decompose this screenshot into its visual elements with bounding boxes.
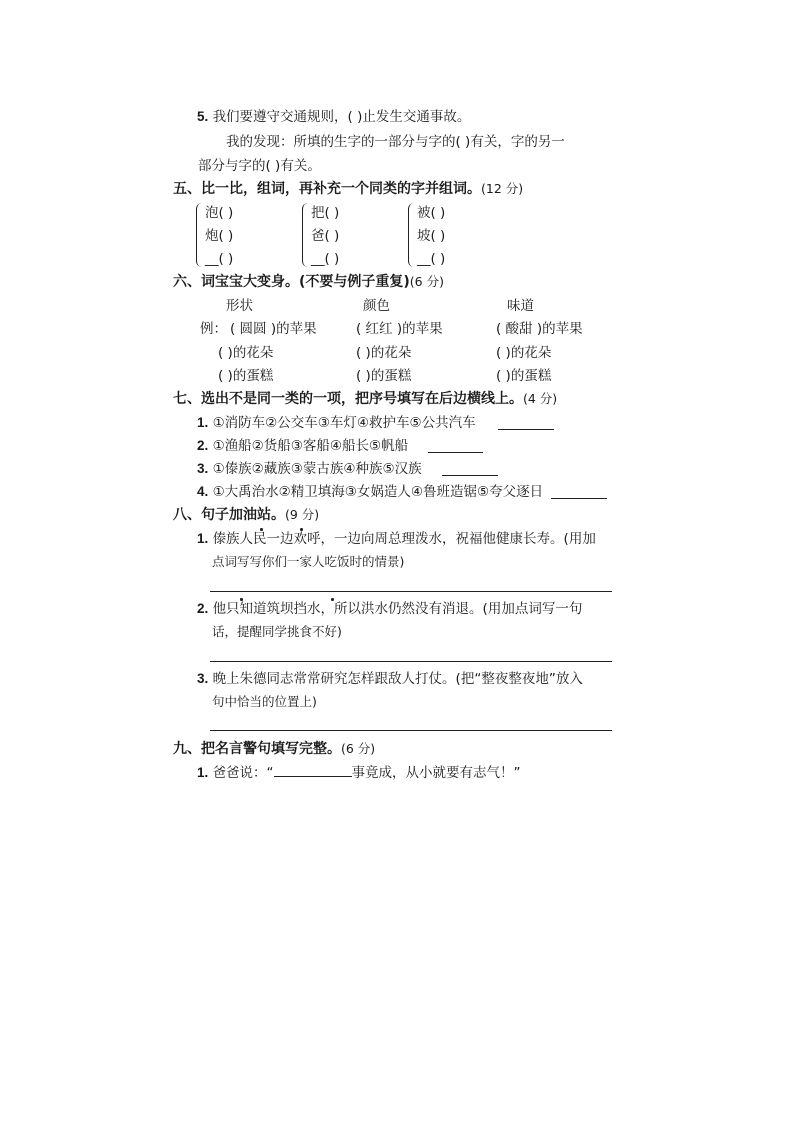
question-8-2-line-1 (197, 600, 582, 618)
section-8-heading (173, 506, 319, 524)
column-header-shape: 形状 (226, 298, 253, 314)
section-6-heading (173, 273, 444, 291)
question-8-1-line-2: 点词写写你们一家人吃饭时的情景) (212, 554, 405, 569)
column-header-color: 颜色 (363, 298, 390, 314)
word-group-3-b: 坡( ) (417, 228, 446, 244)
question-number: 5. (197, 109, 209, 124)
word-group-1-c: __( ) (205, 251, 234, 267)
section-9-heading (173, 740, 375, 758)
example-label: 例： (200, 321, 227, 337)
column-header-taste: 味道 (507, 298, 534, 314)
question-number: 1. (197, 765, 209, 780)
question-8-2-line-2: 话，提醒同学挑食不好) (212, 624, 342, 639)
answer-line-7-3[interactable] (442, 475, 498, 476)
section-5-heading (173, 180, 523, 198)
discovery-line-1: 我的发现：所填的生字的一部分与字的( )有关，字的另一 (226, 134, 565, 150)
question-text: ①傣族②藏族③蒙古族④种族⑤汉族 (212, 461, 422, 477)
question-number: 3. (197, 671, 209, 686)
section-score: (6 分) (409, 274, 444, 289)
section-score: (12 分) (481, 181, 524, 196)
flower-taste-blank: ( )的花朵 (496, 345, 552, 361)
word-group-1-a: 泡( ) (205, 205, 234, 221)
word-group-3-c: __( ) (417, 251, 446, 267)
discovery-line-2: 部分与字的( )有关。 (198, 158, 321, 174)
emphasis-dot (331, 598, 334, 601)
question-7-3 (197, 460, 422, 478)
answer-line-7-2[interactable] (428, 452, 483, 453)
answer-line-8-3[interactable] (210, 730, 612, 731)
question-text: 晚上朱德同志常常研究怎样跟敌人打仗。(把“整夜整夜地”放入 (212, 671, 583, 687)
section-7-heading (173, 390, 557, 408)
question-text: ①消防车②公交车③车灯④救护车⑤公共汽车 (212, 415, 476, 431)
section-title: 六、词宝宝大变身。(不要与例子重复) (173, 274, 410, 290)
answer-line-7-4[interactable] (551, 498, 607, 499)
question-number: 1. (197, 531, 209, 546)
section-title: 五、比一比，组词，再补充一个同类的字并组词。 (173, 181, 481, 197)
question-7-2 (197, 437, 408, 455)
cake-taste-blank: ( )的蛋糕 (496, 368, 552, 384)
word-group-2-a: 把( ) (311, 205, 340, 221)
question-7-1 (197, 414, 476, 432)
example-taste: ( 酸甜 )的苹果 (496, 321, 583, 337)
word-group-2-b: 爸( ) (311, 228, 340, 244)
emphasis-dot (260, 528, 263, 531)
answer-line-8-1[interactable] (210, 591, 612, 592)
word-group-3-a: 被( ) (417, 205, 446, 221)
emphasis-dot (300, 528, 303, 531)
question-4-5 (197, 108, 470, 126)
example-color: ( 红红 )的苹果 (356, 321, 443, 337)
answer-line-8-2[interactable] (210, 661, 612, 662)
question-8-3-line-1 (197, 670, 583, 688)
question-text: ①大禹治水②精卫填海③女娲造人④鲁班造锯⑤夸父逐日 (212, 484, 544, 500)
word-group-1-b: 炮( ) (205, 228, 234, 244)
question-text: ①渔船②货船③客船④船长⑤帆船 (212, 438, 409, 454)
question-text: 傣族人民一边欢呼，一边向周总理泼水，祝福他健康长寿。(用加 (212, 531, 596, 547)
question-number: 2. (197, 601, 209, 616)
brace-group-3 (408, 203, 417, 267)
brace-group-1 (196, 203, 205, 267)
emphasis-dot (240, 598, 243, 601)
brace-group-2 (302, 203, 311, 267)
question-text-suffix: 事竟成，从小就要有志气！” (351, 765, 521, 781)
section-score: (6 分) (341, 741, 376, 756)
question-number: 4. (197, 484, 209, 499)
question-7-4 (197, 483, 543, 501)
question-number: 2. (197, 438, 209, 453)
question-text: 我们要遵守交通规则，( )止发生交通事故。 (212, 109, 471, 125)
word-group-2-c: __( ) (311, 251, 340, 267)
question-9-1 (197, 764, 521, 782)
question-number: 1. (197, 415, 209, 430)
section-title: 九、把名言警句填写完整。 (173, 741, 341, 757)
question-number: 3. (197, 461, 209, 476)
cake-color-blank: ( )的蛋糕 (356, 368, 412, 384)
question-8-3-line-2: 句中恰当的位置上) (212, 694, 317, 709)
answer-line-7-1[interactable] (498, 429, 554, 430)
section-score: (4 分) (523, 391, 558, 406)
section-score: (9 分) (285, 507, 320, 522)
cake-shape-blank: ( )的蛋糕 (218, 368, 274, 384)
flower-shape-blank: ( )的花朵 (218, 345, 274, 361)
example-shape: ( 圆圆 )的苹果 (230, 321, 317, 337)
question-text-prefix: 爸爸说：“ (212, 765, 274, 781)
answer-blank-9-1[interactable] (274, 764, 352, 777)
question-8-1-line-1 (197, 530, 596, 548)
question-text: 他只知道筑坝挡水，所以洪水仍然没有消退。(用加点词写一句 (212, 601, 583, 617)
section-title: 七、选出不是同一类的一项，把序号填写在后边横线上。 (173, 391, 523, 407)
section-title: 八、句子加油站。 (173, 507, 285, 523)
flower-color-blank: ( )的花朵 (356, 345, 412, 361)
